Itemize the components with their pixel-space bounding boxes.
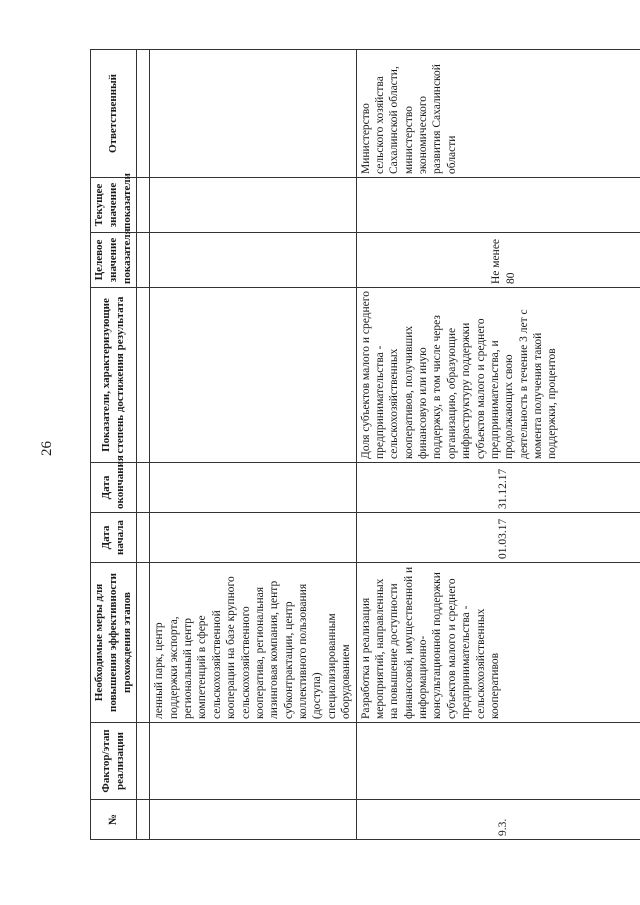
cell-target: Не менее 80 [356, 233, 640, 288]
header-end: Дата окончания [91, 463, 137, 513]
cell-current [356, 178, 640, 233]
header-responsible: Ответственный [91, 50, 137, 178]
cell-target [150, 233, 356, 288]
cell-num: 9.3. [356, 800, 640, 840]
cell-factor [150, 723, 356, 800]
header-current: Текущее значение показатели [91, 178, 137, 233]
table-row-9-3 [356, 50, 640, 840]
header-target: Целевое значение показателя [91, 233, 137, 288]
cell-current [150, 178, 356, 233]
cell-num [150, 800, 356, 840]
table-row [137, 50, 150, 840]
header-indicator: Показатели, характеризующие степень достижения результата [91, 288, 137, 463]
measures-table [90, 49, 640, 840]
cell-measures: ленный парк, центр поддержки экспорта, региональный центр компетенций в сфере сельскохозяйственной кооперации на базе крупного сельскохозяйственного кооператива, региональная лизинговая компания, центр субконтрактации, центр коллективного пользования (доступа) специализированным оборудованием [150, 563, 356, 723]
page-number: 26 [39, 441, 55, 456]
cell-responsible: Министерство сельского хозяйства Сахалинской области, министерство экономического развития Сахалинской области [356, 50, 640, 178]
cell-start [150, 513, 356, 563]
cell-end: 31.12.17 [356, 463, 640, 513]
cell-end [150, 463, 356, 513]
cell-factor [356, 723, 640, 800]
table-row-continued [150, 50, 356, 840]
header-measures: Необходимые меры для повышения эффективности прохождения этапов [91, 563, 137, 723]
header-factor: Фактор/этап реализации [91, 723, 137, 800]
cell-indicator [150, 288, 356, 463]
table-container [90, 50, 610, 840]
cell-measures: Разработка и реализация мероприятий, направленных на повышение доступности финансовой, имущественной и информационно-консультационной поддержки субъектов малого и среднего предпринимательства - сельскохозяйственных кооперативов [356, 563, 640, 723]
header-start: Дата начала [91, 513, 137, 563]
table-header-row [91, 50, 137, 840]
cell-start: 01.03.17 [356, 513, 640, 563]
cell-responsible [150, 50, 356, 178]
header-num: № [91, 800, 137, 840]
cell-indicator: Доля субъектов малого и среднего предпринимательства - сельскохозяйственных кооперативов, получивших финансовую или иную поддержку, в том числе через организацию, образующие инфраструктуру поддержки субъектов малого и среднего предпринимательства, и продолжающих свою деятельность в течение 3 лет с момента получения такой поддержки, процентов [356, 288, 640, 463]
